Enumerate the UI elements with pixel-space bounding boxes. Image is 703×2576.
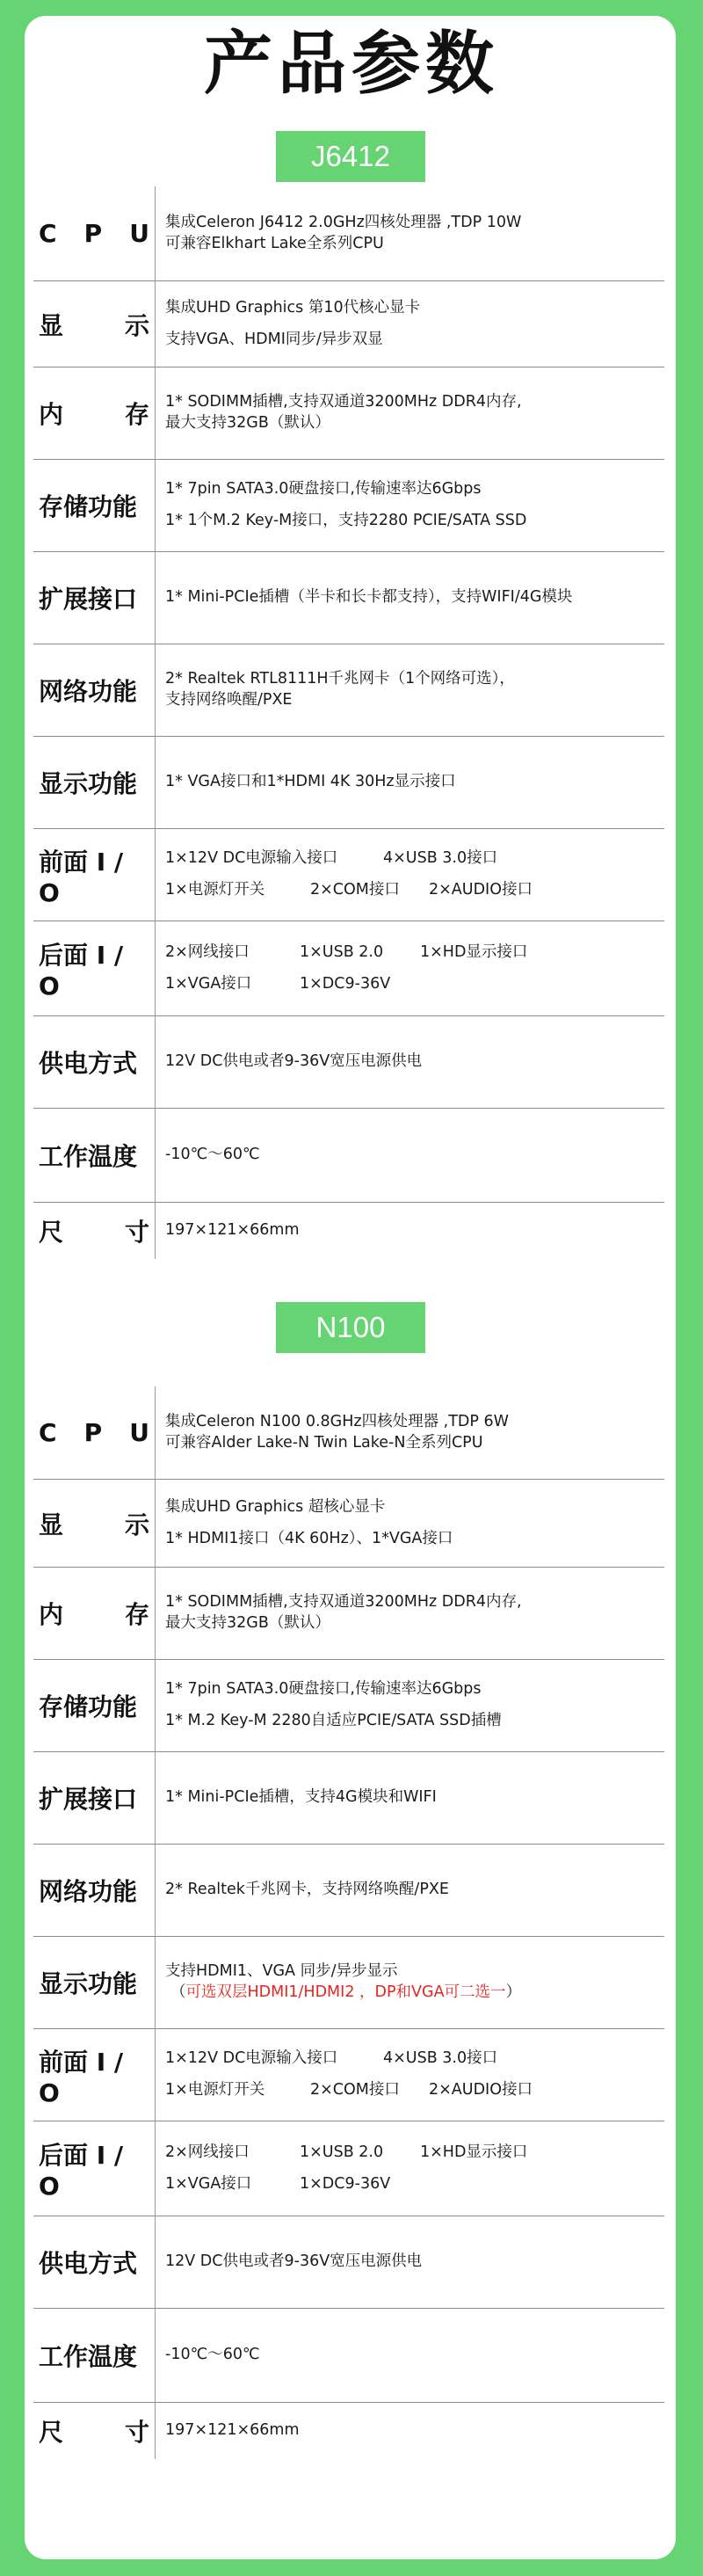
- row-value: 集成Celeron J6412 2.0GHz四核处理器 ,TDP 10W 可兼容Elkhart Lake全系列CPU: [165, 213, 522, 252]
- row-value: -10℃～60℃: [165, 2346, 260, 2364]
- spec-row-rear-io: [33, 2121, 664, 2216]
- row-value: 197×121×66mm: [165, 1221, 300, 1240]
- spec-row-cpu: [33, 186, 664, 281]
- row-label: 前面 I / O: [39, 2047, 124, 2107]
- row-label: 存储功能: [39, 492, 138, 521]
- spec-row-storage: [33, 460, 664, 552]
- row-label: 存储功能: [39, 1692, 138, 1721]
- spec-row-size: [33, 2403, 664, 2459]
- row-label: 显示功能: [39, 769, 138, 798]
- spec-row-display: [33, 1480, 664, 1568]
- row-label: 扩展接口: [39, 1785, 138, 1814]
- row-label: 内 存: [39, 400, 149, 429]
- row-value: 支持HDMI1、VGA 同步/异步显示 （可选双层HDMI1/HDMI2 ，DP和VGA可二选一）: [165, 1962, 522, 2001]
- row-label: 网络功能: [39, 1877, 138, 1906]
- row-value: 集成UHD Graphics 第10代核心显卡 支持VGA、HDMI同步/异步双显: [165, 298, 421, 348]
- row-value: -10℃～60℃: [165, 1146, 260, 1164]
- row-label: 供电方式: [39, 1049, 138, 1078]
- row-label: 后面 I / O: [39, 941, 124, 1001]
- row-label: 网络功能: [39, 677, 138, 706]
- row-label: 后面 I / O: [39, 2141, 124, 2201]
- row-label: 显示功能: [39, 1969, 138, 1998]
- row-label: C P U: [39, 219, 149, 248]
- row-label: 尺 寸: [39, 1218, 149, 1247]
- row-value: 1* SODIMM插槽,支持双通道3200MHz DDR4内存, 最大支持32GB（默认）: [165, 393, 522, 432]
- row-value: 197×121×66mm: [165, 2421, 300, 2440]
- row-label: 工作温度: [39, 1142, 138, 1171]
- row-value: 1* VGA接口和1*HDMI 4K 30Hz显示接口: [165, 773, 456, 791]
- spec-row-expansion: [33, 552, 664, 644]
- row-label: 供电方式: [39, 2249, 138, 2278]
- spec-row-display: [33, 281, 664, 367]
- row-value: 1×12V DC电源输入接口 4×USB 3.0接口 1×电源灯开关 2×COM接口 2×AUDIO接口: [165, 849, 533, 899]
- spec-row-front-io: [33, 829, 664, 921]
- row-label: 工作温度: [39, 2342, 138, 2371]
- row-label: 前面 I / O: [39, 847, 124, 907]
- row-label: 显 示: [39, 310, 149, 340]
- row-label: 尺 寸: [39, 2418, 149, 2447]
- row-label: 显 示: [39, 1510, 149, 1539]
- row-value: 1×12V DC电源输入接口 4×USB 3.0接口 1×电源灯开关 2×COM接口 2×AUDIO接口: [165, 2049, 533, 2099]
- optional-display-note: 可选双层HDMI1/HDMI2 ，DP和VGA可二选一: [185, 1983, 506, 2001]
- page-title: 产品参数: [203, 25, 499, 104]
- spec-row-front-io: [33, 2029, 664, 2121]
- row-value: 1* Mini-PCIe插槽（半卡和长卡都支持），支持WIFI/4G模块: [165, 588, 573, 607]
- spec-row-rear-io: [33, 921, 664, 1016]
- row-value: 2×网线接口 1×USB 2.0 1×HD显示接口 1×VGA接口 1×DC9-36V: [165, 942, 528, 993]
- spec-row-storage: [33, 1660, 664, 1752]
- row-label: 内 存: [39, 1600, 149, 1629]
- row-value: 12V DC供电或者9-36V宽压电源供电: [165, 1052, 423, 1071]
- spec-row-expansion: [33, 1752, 664, 1845]
- spec-row-temperature: [33, 2309, 664, 2403]
- spec-row-cpu: [33, 1386, 664, 1480]
- spec-row-network: [33, 1845, 664, 1937]
- row-value: 集成UHD Graphics 超核心显卡 1* HDMI1接口（4K 60Hz）、1*VGA接口: [165, 1497, 453, 1547]
- spec-row-display-function: [33, 737, 664, 829]
- model-badge-j6412: J6412: [276, 131, 425, 182]
- spec-row-network: [33, 644, 664, 737]
- row-value: 2* Realtek千兆网卡，支持网络唤醒/PXE: [165, 1881, 449, 1899]
- spec-row-memory: [33, 367, 664, 460]
- spec-row-power: [33, 2216, 664, 2309]
- row-value: 1* SODIMM插槽,支持双通道3200MHz DDR4内存, 最大支持32GB（默认）: [165, 1593, 522, 1632]
- row-value: 1* 7pin SATA3.0硬盘接口,传输速率达6Gbps 1* 1个M.2 Key-M接口，支持2280 PCIE/SATA SSD: [165, 480, 527, 529]
- spec-row-display-function: [33, 1937, 664, 2029]
- spec-row-size: [33, 1203, 664, 1259]
- row-value: 2×网线接口 1×USB 2.0 1×HD显示接口 1×VGA接口 1×DC9-36V: [165, 2143, 528, 2193]
- row-value: 1* 7pin SATA3.0硬盘接口,传输速率达6Gbps 1* M.2 Key-M 2280自适应PCIE/SATA SSD插槽: [165, 1680, 502, 1729]
- spec-row-temperature: [33, 1109, 664, 1203]
- row-value: 12V DC供电或者9-36V宽压电源供电: [165, 2252, 423, 2271]
- row-label: 扩展接口: [39, 585, 138, 614]
- row-value: 2* Realtek RTL8111H千兆网卡（1个网络可选）， 支持网络唤醒/PXE: [165, 670, 515, 709]
- row-label: C P U: [39, 1418, 149, 1447]
- model-badge-n100: N100: [276, 1302, 425, 1353]
- spec-row-memory: [33, 1568, 664, 1660]
- row-value: 1* Mini-PCIe插槽，支持4G模块和WIFI: [165, 1788, 437, 1807]
- row-value: 集成Celeron N100 0.8GHz四核处理器 ,TDP 6W 可兼容Alder Lake-N Twin Lake-N全系列CPU: [165, 1412, 509, 1452]
- spec-row-power: [33, 1016, 664, 1109]
